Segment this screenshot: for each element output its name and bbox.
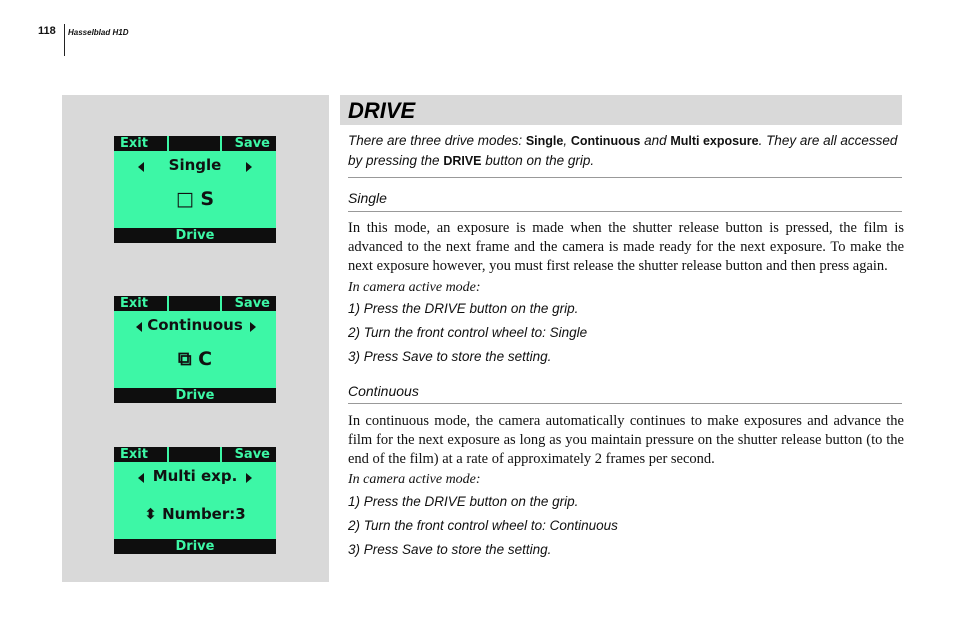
step-item: 1) Press the DRIVE button on the grip. [348, 494, 579, 509]
lcd-divider [167, 136, 169, 151]
lcd-divider [220, 447, 222, 462]
intro-text: and [640, 133, 671, 148]
lcd-screen-single [114, 136, 276, 243]
step-item: 2) Turn the front control wheel to: Continuous [348, 518, 618, 533]
page-number: 118 [38, 25, 56, 37]
lcd-divider [167, 447, 169, 462]
lcd-divider [167, 296, 169, 311]
brand-label: Hasselblad H1D [68, 28, 129, 37]
intro-continuous: Continuous [570, 134, 641, 148]
lcd-exit-label: Exit [120, 447, 148, 462]
lcd-divider [220, 296, 222, 311]
lcd-save-label: Save [234, 136, 270, 151]
step-item: 2) Turn the front control wheel to: Single [348, 325, 588, 340]
arrow-right-icon [246, 162, 252, 172]
page-title: DRIVE [348, 98, 416, 123]
intro-text: button on the grip. [481, 153, 595, 168]
divider [348, 177, 902, 178]
lcd-drive-label: Drive [175, 388, 215, 403]
intro-text: , [563, 133, 571, 148]
intro-paragraph [348, 131, 904, 171]
step-item: 3) Press Save to store the setting. [348, 349, 552, 364]
intro-multi: Multi exposure [670, 134, 759, 148]
title-bar [340, 95, 902, 125]
lcd-exit-label: Exit [120, 136, 148, 151]
arrow-right-icon [246, 473, 252, 483]
lcd-illustration-panel [62, 95, 329, 582]
intro-single: Single [525, 134, 564, 148]
section-heading-single: Single [348, 190, 387, 206]
header-divider [64, 24, 65, 56]
lcd-mode-label: Continuous [147, 316, 243, 334]
mode-label: In camera active mode: [348, 472, 481, 487]
lcd-screen-multi-exposure [114, 447, 276, 554]
lcd-value: ⬍ Number:3 [144, 505, 246, 523]
lcd-save-label: Save [234, 296, 270, 311]
lcd-screen-continuous [114, 296, 276, 403]
section-heading-continuous: Continuous [348, 383, 419, 399]
intro-drive: DRIVE [443, 154, 482, 168]
lcd-exit-label: Exit [120, 296, 148, 311]
lcd-value: ⧉ C [177, 348, 213, 370]
mode-label: In camera active mode: [348, 280, 481, 295]
intro-text: . They are all accessed by pressing the [348, 133, 898, 168]
lcd-mode-label: Multi exp. [152, 467, 238, 485]
step-item: 1) Press the DRIVE button on the grip. [348, 301, 579, 316]
step-item: 3) Press Save to store the setting. [348, 542, 552, 557]
intro-text: There are three drive modes: [348, 133, 526, 148]
divider [348, 403, 902, 404]
section-body-single: In this mode, an exposure is made when the shutter release button is pressed, the film is advanced to the next frame and the camera is made ready for the next exposure. To make the next exposure however, you must first release the shutter release button and then press again. [348, 220, 904, 274]
divider [348, 211, 902, 212]
lcd-mode-label: Single [168, 156, 222, 174]
section-body-continuous: In continuous mode, the camera automatically continues to make exposures and advance the film for the next exposure as long as you maintain pressure on the shutter release button (to the end of the film) at a rate of approximately 2 frames per second. [348, 413, 904, 467]
lcd-drive-label: Drive [175, 228, 215, 243]
lcd-save-label: Save [234, 447, 270, 462]
lcd-drive-label: Drive [175, 539, 215, 554]
lcd-value: □ S [175, 188, 215, 210]
arrow-right-icon [250, 322, 256, 332]
lcd-divider [220, 136, 222, 151]
